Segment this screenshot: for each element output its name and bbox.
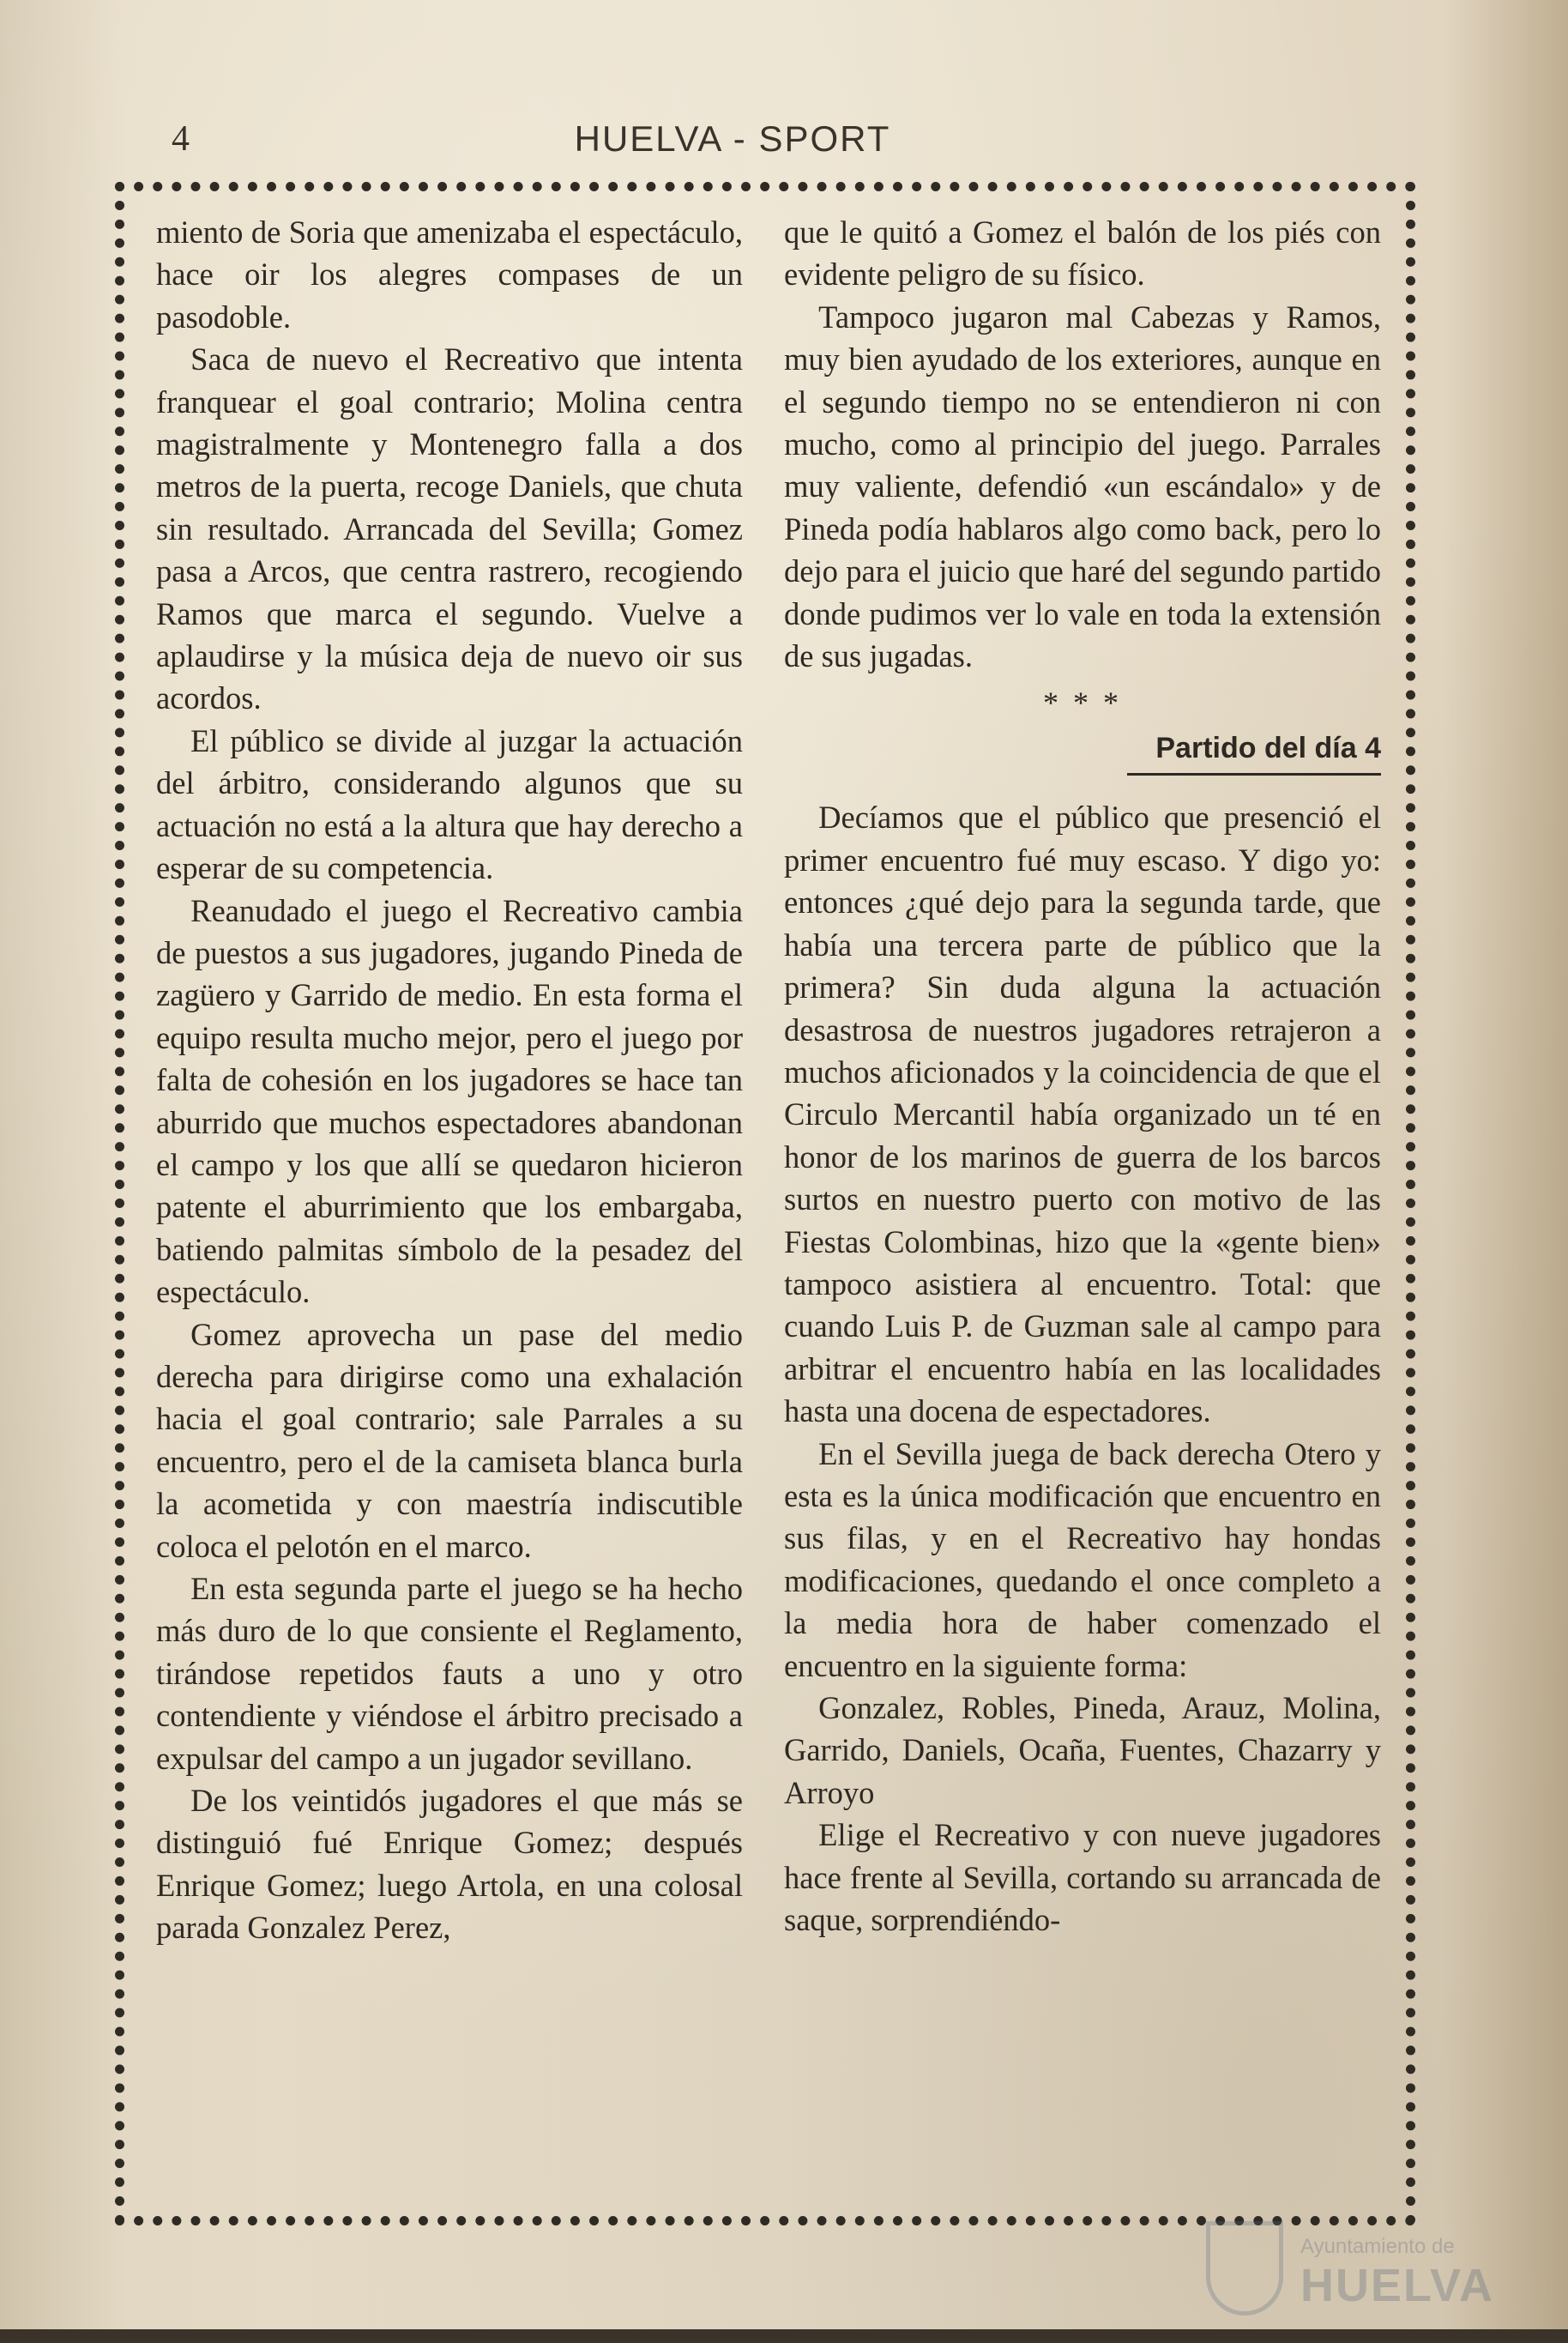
coat-of-arms-icon [1206,2221,1283,2316]
paragraph: En el Sevilla juega de back derecha Otero y esta es la única modificación que encuentro en sus filas, y en el Recreativo hay hondas modificaciones, quedando el once completo a la media hora de haber comenzado el encuentro en la siguiente forma: [784,1435,1381,1683]
paragraph: Reanudado el juego el Recreativo cambia de puestos a sus jugadores, jugando Pineda de zagüero y Garrido de medio. En esta forma el equipo resulta mucho mejor, pero el juego por falta de cohesión en los jugadores se hace tan aburrido que muchos espectadores abandonan el campo y los que allí se quedaron hicieron patente el aburrimiento que los embargaba, batiendo palmitas símbolo de la pesadez del espectáculo. [156,892,743,1310]
page-header [0,118,1568,170]
left-column [156,211,743,1949]
section-underline [1127,773,1381,776]
paragraph: En esta segunda parte el juego se ha hecho más duro de lo que consiente el Reglamento, tirándose repetidos fauts a uno y otro contendiente y viéndose el árbitro precisado a expulsar del campo a un jugador sevillano. [156,1571,743,1776]
watermark-subtitle: Ayuntamiento de [1300,2235,1455,2258]
paragraph: que le quitó a Gomez el balón de los piés con evidente peligro de su físico. [784,214,1381,293]
paragraph: El público se divide al juzgar la actuación del árbitro, considerando algunos que su actuación no está a la altura que hay derecho a esperar de su competencia. [156,722,743,886]
paragraph: Decíamos que el público que presenció el primer encuentro fué muy escaso. Y digo yo: entonces ¿qué dejo para la segunda tarde, que había una tercera parte de público que la primera? Sin duda alguna la actuación desastrosa de nuestros jugadores retrajeron a muchos aficionados y la coincidencia de que el Circulo Mercantil había organizado un té en honor de los marinos de guerra de los barcos surtos en nuestro puerto con motivo de las Fiestas Colombinas, hizo que la «gente bien» tampoco asistiera al encuentro. Total: que cuando Luis P. de Guzman sale al campo para arbitrar el encuentro había en las localidades hasta una docena de espectadores. [784,800,1381,1429]
paragraph: Gomez aprovecha un pase del medio derecha para dirigirse como una exhalación hacia el goal contrario; sale Parrales a su encuentro, pero el de la camiseta blanca burla la acometida y con maestría indiscutible coloca el pelotón en el marco. [156,1316,743,1564]
running-title: HUELVA - SPORT [574,118,891,159]
page-bottom-edge [0,2329,1568,2343]
paragraph: miento de Soria que amenizaba el espectáculo, hace oir los alegres compases de un pasodoble. [156,214,743,335]
player-lineup: Gonzalez, Robles, Pineda, Arauz, Molina, Garrido, Daniels, Ocaña, Fuentes, Chazarry y Arroyo [784,1690,1381,1810]
archive-watermark [1206,2213,1494,2324]
watermark-title: HUELVA [1300,2260,1494,2311]
right-column [784,211,1381,1941]
paragraph: Saca de nuevo el Recreativo que intenta franquear el goal contrario; Molina centra magistralmente y Montenegro falla a dos metros de la puerta, recoge Daniels, que chuta sin resultado. Arrancada del Sevilla; Gomez pasa a Arcos, que centra rastrero, recogiendo Ramos que marca el segundo. Vuelve a aplaudirse y la música deja de nuevo oir sus acordos. [156,341,743,716]
paragraph: Elige el Recreativo y con nueve jugadores hace frente al Sevilla, cortando su arrancada de saque, sorprendiéndo- [784,1817,1381,1938]
page-number: 4 [172,119,190,159]
asterism-divider: * * * [1043,685,1122,721]
paragraph: De los veintidós jugadores el que más se distinguió fué Enrique Gomez; después Enrique Gomez; luego Artola, en una colosal parada Gonzalez Perez, [156,1783,743,1946]
paragraph: Tampoco jugaron mal Cabezas y Ramos, muy bien ayudado de los exteriores, aunque en el segundo tiempo no se entendieron ni con mucho, como al principio del juego. Parrales muy valiente, defendió «un escándalo» y de Pineda podía hablaros algo como back, pero lo dejo para el juicio que haré del segundo partido donde pudimos ver lo vale en toda la extensión de sus jugadas. [784,299,1381,674]
section-title: Partido del día 4 [1155,732,1381,765]
